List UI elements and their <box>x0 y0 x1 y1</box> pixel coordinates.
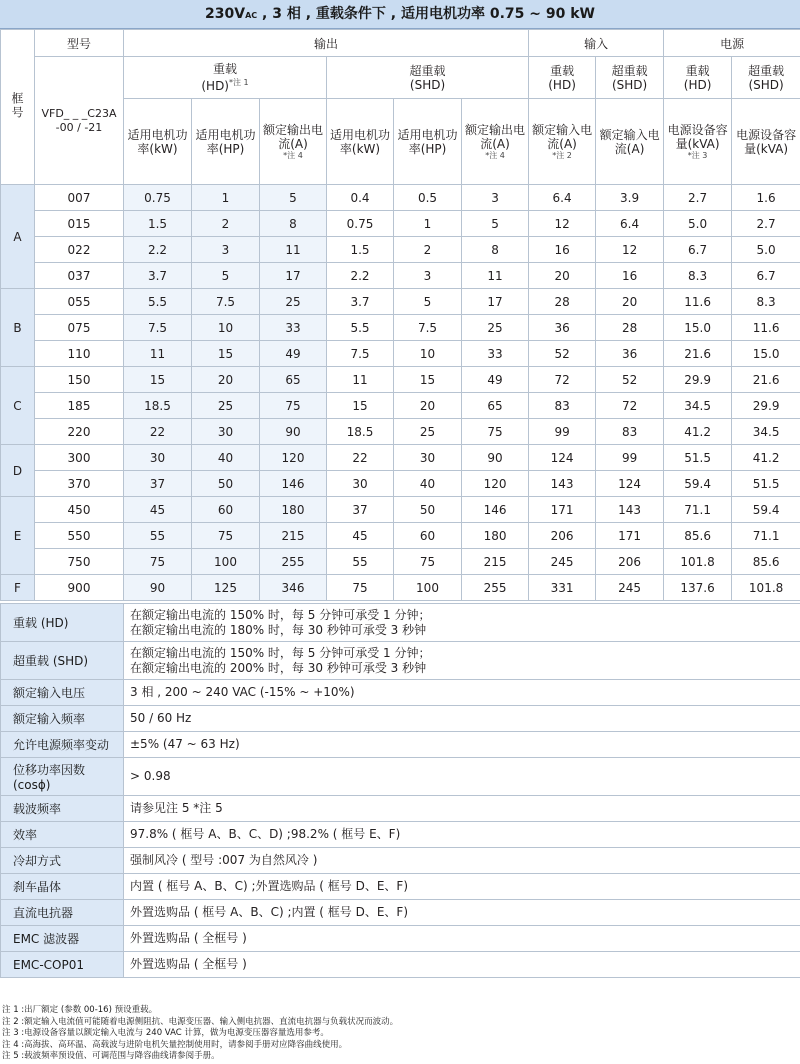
model-cell: 370 <box>35 471 124 497</box>
param-label: 效率 <box>1 822 124 848</box>
value-cell: 72 <box>529 367 596 393</box>
value-cell: 2 <box>192 211 260 237</box>
table-row <box>1 575 800 601</box>
column-header: 额定输出电流(A) *注 4 <box>462 99 529 185</box>
value-cell: 146 <box>260 471 327 497</box>
value-cell: 85.6 <box>664 523 732 549</box>
column-header: 适用电机功率(kW) <box>124 99 192 185</box>
value-cell: 180 <box>462 523 529 549</box>
value-cell: 28 <box>529 289 596 315</box>
model-cell: 037 <box>35 263 124 289</box>
model-cell: 075 <box>35 315 124 341</box>
input-hd-header: 重载 (HD) <box>529 57 596 99</box>
value-cell: 71.1 <box>732 523 800 549</box>
value-cell: 59.4 <box>732 497 800 523</box>
value-cell: 40 <box>192 445 260 471</box>
table-row <box>1 497 800 523</box>
value-cell: 75 <box>327 575 394 601</box>
value-cell: 180 <box>260 497 327 523</box>
value-cell: 28 <box>596 315 664 341</box>
param-row <box>1 874 800 900</box>
input-shd-header: 超重载 (SHD) <box>596 57 664 99</box>
value-cell: 6.7 <box>664 237 732 263</box>
frame-cell: E <box>1 497 35 575</box>
footnote: 注 4 :高海拔、高环温、高载波与进阶电机矢量控制使用时，请参阅手册对应降容曲线使用。 <box>2 1039 348 1050</box>
value-cell: 34.5 <box>664 393 732 419</box>
value-cell: 15 <box>327 393 394 419</box>
value-cell: 20 <box>529 263 596 289</box>
value-cell: 37 <box>124 471 192 497</box>
value-cell: 36 <box>596 341 664 367</box>
value-cell: 65 <box>462 393 529 419</box>
value-cell: 11 <box>260 237 327 263</box>
value-cell: 90 <box>260 419 327 445</box>
model-cell: 220 <box>35 419 124 445</box>
model-cell: 022 <box>35 237 124 263</box>
model-cell: 300 <box>35 445 124 471</box>
param-value: 在额定输出电流的 150% 时，每 5 分钟可承受 1 分钟； 在额定输出电流的 200% 时，每 30 秒钟可承受 3 秒钟 <box>124 642 800 680</box>
param-row <box>1 680 800 706</box>
value-cell: 16 <box>529 237 596 263</box>
value-cell: 206 <box>529 523 596 549</box>
value-cell: 5.0 <box>664 211 732 237</box>
value-cell: 22 <box>327 445 394 471</box>
value-cell: 21.6 <box>732 367 800 393</box>
value-cell: 346 <box>260 575 327 601</box>
value-cell: 8 <box>462 237 529 263</box>
value-cell: 255 <box>462 575 529 601</box>
value-cell: 10 <box>192 315 260 341</box>
value-cell: 45 <box>124 497 192 523</box>
value-cell: 2.7 <box>664 185 732 211</box>
column-header: 适用电机功率(HP) <box>192 99 260 185</box>
value-cell: 3 <box>394 263 462 289</box>
value-cell: 0.5 <box>394 185 462 211</box>
table-row <box>1 445 800 471</box>
param-label: 直流电抗器 <box>1 900 124 926</box>
value-cell: 2.2 <box>327 263 394 289</box>
param-label: 额定输入电压 <box>1 680 124 706</box>
value-cell: 72 <box>596 393 664 419</box>
value-cell: 50 <box>394 497 462 523</box>
value-cell: 41.2 <box>732 445 800 471</box>
param-value: 外置选购品 ( 全框号 ) <box>124 952 800 978</box>
value-cell: 6.7 <box>732 263 800 289</box>
value-cell: 49 <box>462 367 529 393</box>
power-header: 电源 <box>664 30 800 57</box>
value-cell: 55 <box>327 549 394 575</box>
value-cell: 171 <box>529 497 596 523</box>
param-label: 载波频率 <box>1 796 124 822</box>
value-cell: 30 <box>327 471 394 497</box>
table-row <box>1 549 800 575</box>
value-cell: 11.6 <box>732 315 800 341</box>
value-cell: 11 <box>327 367 394 393</box>
param-row <box>1 822 800 848</box>
value-cell: 52 <box>596 367 664 393</box>
model-cell: 185 <box>35 393 124 419</box>
value-cell: 125 <box>192 575 260 601</box>
model-cell: 900 <box>35 575 124 601</box>
frame-cell: C <box>1 367 35 445</box>
value-cell: 37 <box>327 497 394 523</box>
value-cell: 5 <box>462 211 529 237</box>
param-row <box>1 952 800 978</box>
value-cell: 41.2 <box>664 419 732 445</box>
value-cell: 215 <box>462 549 529 575</box>
shd-header: 超重载 (SHD) <box>327 57 529 99</box>
value-cell: 1.5 <box>124 211 192 237</box>
footnote: 注 3 :电源设备容量以额定输入电流与 240 VAC 计算，做为电源变压器容量选用参考。 <box>2 1028 329 1038</box>
spec-table <box>0 29 800 601</box>
value-cell: 51.5 <box>732 471 800 497</box>
input-header: 输入 <box>529 30 664 57</box>
value-cell: 7.5 <box>327 341 394 367</box>
value-cell: 11.6 <box>664 289 732 315</box>
value-cell: 1 <box>192 185 260 211</box>
value-cell: 6.4 <box>596 211 664 237</box>
value-cell: 45 <box>327 523 394 549</box>
value-cell: 245 <box>529 549 596 575</box>
value-cell: 124 <box>529 445 596 471</box>
param-row <box>1 706 800 732</box>
value-cell: 6.4 <box>529 185 596 211</box>
param-row <box>1 732 800 758</box>
param-value: 内置 ( 框号 A、B、C) ;外置选购品 ( 框号 D、E、F) <box>124 874 800 900</box>
footnote: 注 5 :载波频率预设值、可调范围与降容曲线请参阅手册。 <box>2 1051 220 1061</box>
table-row <box>1 341 800 367</box>
value-cell: 146 <box>462 497 529 523</box>
model-cell: 450 <box>35 497 124 523</box>
table-row <box>1 263 800 289</box>
value-cell: 5.5 <box>327 315 394 341</box>
param-label: 允许电源频率变动 <box>1 732 124 758</box>
value-cell: 99 <box>529 419 596 445</box>
table-row <box>1 237 800 263</box>
value-cell: 16 <box>596 263 664 289</box>
model-cell: 110 <box>35 341 124 367</box>
table-row <box>1 185 800 211</box>
footnote: 注 1 :出厂额定 (参数 00-16) 预设重载。 <box>2 1005 158 1015</box>
value-cell: 85.6 <box>732 549 800 575</box>
value-cell: 20 <box>192 367 260 393</box>
value-cell: 12 <box>529 211 596 237</box>
table-row <box>1 211 800 237</box>
param-value: 3 相 , 200 ~ 240 VAC (-15% ~ +10%) <box>124 680 800 706</box>
value-cell: 25 <box>260 289 327 315</box>
value-cell: 40 <box>394 471 462 497</box>
value-cell: 8.3 <box>664 263 732 289</box>
model-cell: 550 <box>35 523 124 549</box>
value-cell: 120 <box>260 445 327 471</box>
param-value: ±5% (47 ~ 63 Hz) <box>124 732 800 758</box>
value-cell: 120 <box>462 471 529 497</box>
title-sub: AC <box>245 11 258 20</box>
value-cell: 137.6 <box>664 575 732 601</box>
param-row <box>1 796 800 822</box>
value-cell: 101.8 <box>664 549 732 575</box>
value-cell: 5.5 <box>124 289 192 315</box>
value-cell: 1.5 <box>327 237 394 263</box>
value-cell: 1 <box>394 211 462 237</box>
value-cell: 75 <box>124 549 192 575</box>
value-cell: 0.75 <box>124 185 192 211</box>
model-cell: 015 <box>35 211 124 237</box>
param-row <box>1 642 800 680</box>
value-cell: 3.9 <box>596 185 664 211</box>
value-cell: 20 <box>394 393 462 419</box>
column-header: 额定输入电流(A) <box>596 99 664 185</box>
column-header: 适用电机功率(kW) <box>327 99 394 185</box>
value-cell: 25 <box>192 393 260 419</box>
value-cell: 11 <box>124 341 192 367</box>
output-header: 输出 <box>124 30 529 57</box>
value-cell: 36 <box>529 315 596 341</box>
value-cell: 15.0 <box>664 315 732 341</box>
param-value: 外置选购品 ( 全框号 ) <box>124 926 800 952</box>
value-cell: 30 <box>124 445 192 471</box>
value-cell: 52 <box>529 341 596 367</box>
param-row <box>1 900 800 926</box>
footnotes <box>2 1005 798 1063</box>
model-cell: 750 <box>35 549 124 575</box>
value-cell: 50 <box>192 471 260 497</box>
param-value: 请参见注 5 *注 5 <box>124 796 800 822</box>
frame-cell: D <box>1 445 35 497</box>
value-cell: 3 <box>192 237 260 263</box>
value-cell: 59.4 <box>664 471 732 497</box>
param-label: 刹车晶体 <box>1 874 124 900</box>
model-header: VFD_ _ _C23A -00 / -21 <box>35 57 124 185</box>
value-cell: 206 <box>596 549 664 575</box>
value-cell: 143 <box>596 497 664 523</box>
param-value: 强制风冷 ( 型号 :007 为自然风冷 ) <box>124 848 800 874</box>
value-cell: 75 <box>394 549 462 575</box>
value-cell: 75 <box>192 523 260 549</box>
value-cell: 25 <box>462 315 529 341</box>
value-cell: 30 <box>192 419 260 445</box>
value-cell: 101.8 <box>732 575 800 601</box>
value-cell: 75 <box>260 393 327 419</box>
value-cell: 22 <box>124 419 192 445</box>
table-row <box>1 523 800 549</box>
value-cell: 33 <box>462 341 529 367</box>
frame-header: 框号 <box>1 30 35 185</box>
value-cell: 25 <box>394 419 462 445</box>
param-value: 50 / 60 Hz <box>124 706 800 732</box>
table-row <box>1 315 800 341</box>
footnote: 注 2 :额定输入电流值可能随着电源侧阻抗、电源变压器、输入侧电抗器、直流电抗器与负载状况而波动。 <box>2 1016 399 1027</box>
value-cell: 51.5 <box>664 445 732 471</box>
param-table <box>0 603 800 978</box>
table-row <box>1 367 800 393</box>
value-cell: 215 <box>260 523 327 549</box>
table-row <box>1 471 800 497</box>
value-cell: 0.4 <box>327 185 394 211</box>
value-cell: 100 <box>192 549 260 575</box>
value-cell: 124 <box>596 471 664 497</box>
table-row <box>1 289 800 315</box>
value-cell: 83 <box>529 393 596 419</box>
value-cell: 90 <box>124 575 192 601</box>
param-row <box>1 758 800 796</box>
param-row <box>1 926 800 952</box>
column-header: 适用电机功率(HP) <box>394 99 462 185</box>
param-row <box>1 848 800 874</box>
value-cell: 15 <box>124 367 192 393</box>
value-cell: 8.3 <box>732 289 800 315</box>
value-cell: 30 <box>394 445 462 471</box>
value-cell: 33 <box>260 315 327 341</box>
title-pre: 230V <box>205 6 246 22</box>
model-cell: 150 <box>35 367 124 393</box>
value-cell: 0.75 <box>327 211 394 237</box>
value-cell: 18.5 <box>327 419 394 445</box>
value-cell: 34.5 <box>732 419 800 445</box>
value-cell: 3.7 <box>124 263 192 289</box>
title-post: , 3 相 , 重载条件下 , 适用电机功率 0.75 ~ 90 kW <box>257 6 595 22</box>
value-cell: 55 <box>124 523 192 549</box>
type-header: 型号 <box>35 30 124 57</box>
value-cell: 60 <box>394 523 462 549</box>
value-cell: 331 <box>529 575 596 601</box>
column-header: 额定输出电流(A) *注 4 <box>260 99 327 185</box>
value-cell: 5.0 <box>732 237 800 263</box>
param-value: > 0.98 <box>124 758 800 796</box>
value-cell: 100 <box>394 575 462 601</box>
param-label: 重载 (HD) <box>1 604 124 642</box>
param-value: 97.8% ( 框号 A、B、C、D) ;98.2% ( 框号 E、F) <box>124 822 800 848</box>
model-cell: 007 <box>35 185 124 211</box>
value-cell: 17 <box>260 263 327 289</box>
value-cell: 15 <box>394 367 462 393</box>
value-cell: 20 <box>596 289 664 315</box>
value-cell: 7.5 <box>192 289 260 315</box>
frame-cell: B <box>1 289 35 367</box>
column-header: 电源设备容量(kVA) *注 3 <box>664 99 732 185</box>
value-cell: 90 <box>462 445 529 471</box>
value-cell: 7.5 <box>124 315 192 341</box>
value-cell: 5 <box>394 289 462 315</box>
value-cell: 11 <box>462 263 529 289</box>
value-cell: 15 <box>192 341 260 367</box>
value-cell: 1.6 <box>732 185 800 211</box>
param-label: 超重载 (SHD) <box>1 642 124 680</box>
value-cell: 2.7 <box>732 211 800 237</box>
table-title <box>0 0 800 29</box>
power-shd-header: 超重载 (SHD) <box>732 57 800 99</box>
value-cell: 12 <box>596 237 664 263</box>
param-label: 位移功率因数 (cosϕ) <box>1 758 124 796</box>
value-cell: 245 <box>596 575 664 601</box>
column-header: 电源设备容量(kVA) <box>732 99 800 185</box>
value-cell: 7.5 <box>394 315 462 341</box>
value-cell: 3.7 <box>327 289 394 315</box>
value-cell: 8 <box>260 211 327 237</box>
value-cell: 17 <box>462 289 529 315</box>
value-cell: 60 <box>192 497 260 523</box>
table-row <box>1 393 800 419</box>
param-value: 在额定输出电流的 150% 时，每 5 分钟可承受 1 分钟； 在额定输出电流的 180% 时，每 30 秒钟可承受 3 秒钟 <box>124 604 800 642</box>
param-label: EMC 滤波器 <box>1 926 124 952</box>
value-cell: 21.6 <box>664 341 732 367</box>
frame-cell: F <box>1 575 35 601</box>
power-hd-header: 重载 (HD) <box>664 57 732 99</box>
value-cell: 49 <box>260 341 327 367</box>
param-label: 额定输入频率 <box>1 706 124 732</box>
table-row <box>1 419 800 445</box>
value-cell: 29.9 <box>664 367 732 393</box>
hd-header: 重载 (HD)$^{*注 1}$ <box>124 57 327 99</box>
frame-cell: A <box>1 185 35 289</box>
value-cell: 29.9 <box>732 393 800 419</box>
value-cell: 99 <box>596 445 664 471</box>
value-cell: 2 <box>394 237 462 263</box>
param-value: 外置选购品 ( 框号 A、B、C) ;内置 ( 框号 D、E、F) <box>124 900 800 926</box>
value-cell: 2.2 <box>124 237 192 263</box>
column-header: 额定输入电流(A) *注 2 <box>529 99 596 185</box>
param-row <box>1 604 800 642</box>
value-cell: 83 <box>596 419 664 445</box>
value-cell: 71.1 <box>664 497 732 523</box>
value-cell: 143 <box>529 471 596 497</box>
param-label: 冷却方式 <box>1 848 124 874</box>
value-cell: 5 <box>192 263 260 289</box>
value-cell: 65 <box>260 367 327 393</box>
value-cell: 5 <box>260 185 327 211</box>
param-label: EMC-COP01 <box>1 952 124 978</box>
value-cell: 3 <box>462 185 529 211</box>
value-cell: 171 <box>596 523 664 549</box>
value-cell: 15.0 <box>732 341 800 367</box>
value-cell: 10 <box>394 341 462 367</box>
model-cell: 055 <box>35 289 124 315</box>
value-cell: 18.5 <box>124 393 192 419</box>
value-cell: 75 <box>462 419 529 445</box>
value-cell: 255 <box>260 549 327 575</box>
